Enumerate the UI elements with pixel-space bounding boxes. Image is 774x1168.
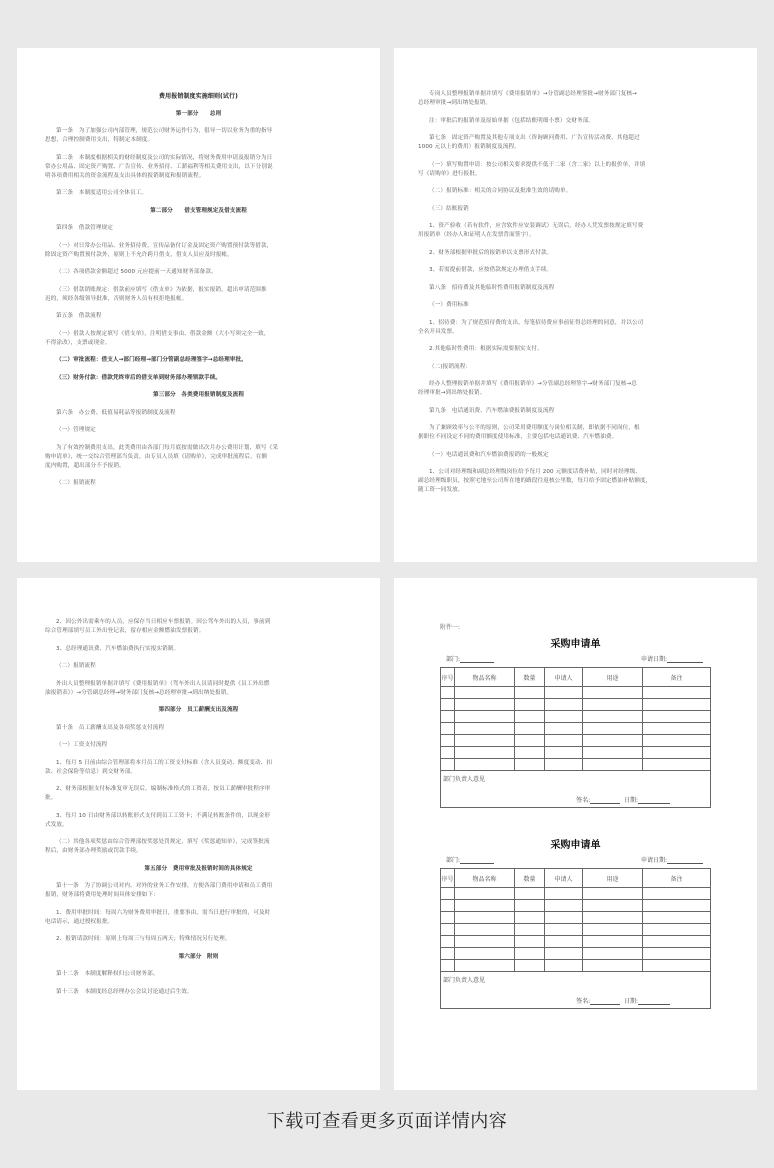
paragraph-spacer [418, 460, 733, 469]
text-line: 据职位不同设定不同的费用额度使用标准，主要包括电话通讯费、汽车燃油费。 [418, 434, 618, 440]
form-header-row [440, 855, 711, 864]
signature-line: 签名: 日期: [576, 795, 670, 804]
text-line: 式发放。 [45, 821, 68, 828]
text-line: 注：审批后的报销单及原始单据（包括结账明细小票）交财务部。 [429, 117, 595, 124]
text-line: 1、资产验收（若有软件，应含软件应安装调试）无误后，经办人凭发票按规定填写费 [429, 223, 644, 229]
col-header: 备注 [643, 668, 711, 687]
text-line: 1、每月 5 日前由综合管理部将本月员工的工资支付标准（含人员变动、额度变动、扣 [56, 759, 273, 766]
col-header: 序号 [441, 668, 455, 687]
paragraph-spacer [418, 179, 733, 188]
text-line: （一）管理规定 [56, 427, 96, 433]
paragraph-spacer [45, 927, 352, 936]
text-line: 3、每月 10 日由财务部以转账形式支付到员工工资卡；不满足转账条件的，以现金形 [56, 812, 271, 819]
paragraph-spacer [45, 471, 352, 480]
document-page-4 [394, 578, 757, 1090]
text-line: 用报销单（经办人和证明人在发票背面签字）。 [418, 232, 535, 238]
paragraph-spacer [45, 119, 352, 128]
text-line: 2、财务部根据支付标准复审无误后，编制标准格式的工资表，按员工薪酬审批程序审 [56, 786, 271, 792]
text-line: 第三部分 各类费用报销制度及流程 [152, 392, 245, 398]
col-header: 备注 [643, 869, 711, 888]
paragraph-spacer [45, 181, 352, 190]
text-line: （一）费用标准 [429, 302, 469, 308]
paragraph-spacer [418, 442, 733, 451]
paragraph-spacer [45, 803, 352, 812]
table-row [441, 912, 711, 924]
paragraph-spacer [45, 654, 352, 663]
text-line: 款、社会保险等信息）到交财务部。 [45, 768, 137, 775]
text-line: 经理审批→到出纳处报销。 [418, 390, 486, 396]
paragraph-spacer [45, 216, 352, 225]
table-row [441, 900, 711, 912]
text-line: 2、报销请款时间：原则上每周三与每周五两天；特殊情况另行处理。 [56, 936, 231, 942]
text-line: 第四条 借款管理规定 [56, 225, 113, 231]
text-line: 费用报销制度实施细则(试行) [159, 93, 238, 100]
text-line: 总经理审批→到出纳处报销。 [418, 100, 492, 106]
paragraph-spacer [418, 258, 733, 267]
text-line: （二)报销流程： [429, 363, 472, 370]
paragraph-spacer [418, 275, 733, 284]
paragraph-spacer [418, 108, 733, 117]
text-line: 第四部分 员工薪酬支出及流程 [158, 707, 239, 713]
paragraph-spacer [45, 418, 352, 427]
document-page-3 [17, 578, 380, 1090]
paragraph-spacer [45, 400, 352, 409]
table-header-row [441, 869, 711, 888]
col-header: 数量 [515, 668, 545, 687]
text-line: （三）财务付款：借款凭终审后的借支单到财务部办理领款手续。 [56, 374, 222, 381]
paragraph-spacer [418, 196, 733, 205]
text-line: 第五条 借款流程 [56, 313, 102, 319]
paragraph-spacer [418, 398, 733, 407]
paragraph-spacer [45, 698, 352, 707]
text-line: 1000 元以上的费用）报销制度及流程。 [418, 144, 520, 150]
text-line: 3、若需提前借款，应按借款规定办理借支手续。 [429, 267, 553, 273]
paragraph-spacer [45, 636, 352, 645]
table-row [441, 735, 711, 747]
text-line: 度内购置，超出部分不予报销。 [45, 462, 125, 469]
form-header-row [440, 654, 711, 663]
table-row [441, 711, 711, 723]
text-line: 第七条 固定资产购置及其他专项支出（咨询顾问费用、广告宣传活动费、其他超过 [429, 135, 640, 141]
paragraph-spacer [45, 198, 352, 207]
text-line: 2、因公外出需乘车的人员，应保存当日相应车票报销。因公驾车外出的人员，事前到 [56, 619, 271, 625]
text-line: （二）其他各项奖惩由综合管理部按奖惩处罚规定，填写《奖惩通知单》，完成签批流 [56, 839, 270, 845]
text-line: 第五部分 费用审批及报销时间的具体规定 [144, 865, 253, 872]
date-field: 申请日期: [641, 654, 703, 663]
table-row [441, 759, 711, 771]
text-line: 第十一条 为了协调公司对内、对外的业务工作安排，方便各部门费用申请和员工费用 [56, 883, 273, 889]
text-line: 不得涂改），支票或现金。 [45, 339, 111, 346]
text-line: （二）报销流程 [56, 480, 96, 486]
text-line: 第六部分 附则 [178, 953, 219, 960]
purchase-request-form-2 [440, 836, 711, 1009]
paragraph-spacer [418, 214, 733, 223]
table-row [441, 924, 711, 936]
paragraph-spacer [45, 900, 352, 909]
text-line: （二）报销标准：相关的合同协议及批准生效的请购单。 [429, 188, 572, 194]
paragraph-spacer [45, 365, 352, 374]
paragraph-spacer [418, 240, 733, 249]
col-header: 物品名称 [455, 668, 515, 687]
paragraph-spacer [45, 777, 352, 786]
text-line: （二）审批流程：借支人→部门经理→部门分管副总经理签字→总经理审批。 [56, 357, 247, 363]
form-table [440, 868, 711, 972]
paragraph-spacer [45, 830, 352, 839]
text-line: 全名开具发票。 [418, 328, 458, 335]
col-header: 申请人 [545, 869, 583, 888]
opinion-box [440, 771, 711, 808]
col-header: 序号 [441, 869, 455, 888]
document-page-2 [394, 48, 757, 562]
paragraph-spacer [418, 126, 733, 135]
paragraph-spacer [45, 383, 352, 392]
table-header-row [441, 668, 711, 687]
text-line: 专岗人员整理报销单据并填写《费用报销单》→分管副总经理签批→财务部门复核→ [429, 91, 637, 97]
text-line: 为了有效控制费用支出，此类费用由各部门每月底按需做出次月办公费用计划，填写《采 [56, 444, 279, 451]
text-line: 油报销表》）→分管副总经理→财务部门复核→总经理审批→到出纳处报销。 [45, 689, 233, 696]
paragraph-spacer [418, 416, 733, 425]
paragraph-spacer [45, 874, 352, 883]
paragraph-spacer [45, 260, 352, 269]
text-line: 第十条 员工薪酬支出及各项奖惩支付流程 [56, 724, 165, 731]
paragraph-spacer [45, 101, 352, 110]
text-line: 报销，财务部将费用处理时间具体安排如下： [45, 892, 159, 898]
form-title: 采购申请单 [550, 639, 601, 650]
text-line: （一）对日常办公用品、业务招待费，宣传品备付订金及固定资产购置预付款等借款， [56, 242, 273, 249]
paragraph-spacer [418, 293, 733, 302]
text-line: 第八条 招待费及其他临时性费用报销制度及流程 [429, 284, 555, 291]
text-line: 随工资一同发放。 [418, 487, 464, 493]
paragraph-spacer [45, 733, 352, 742]
form-table [440, 667, 711, 771]
text-line: 程后，由财务部办理奖励或罚款手续。 [45, 848, 142, 854]
text-line: （三）结账报销 [429, 205, 469, 212]
paragraph-spacer [45, 750, 352, 759]
table-row [441, 948, 711, 960]
text-line: 1、招待费：为了规范招待费的支出，每笔招待费应事前征得总经理的同意，并以公司 [429, 319, 644, 326]
attachment-label: 附件一: [440, 624, 461, 631]
opinion-label: 部门负责人意见 [443, 776, 486, 783]
paragraph-spacer [45, 671, 352, 680]
paragraph-spacer [45, 962, 352, 971]
col-header: 用途 [583, 869, 643, 888]
text-line: （二）报销流程 [56, 663, 96, 669]
text-line: 除固定资产购置预付款外，原则上不允许跨月借支，借支人员应及时报帐。 [45, 251, 233, 258]
text-line: 第一部分 总则 [175, 110, 222, 117]
text-line: 综合管理部填写员工外出登记表，留存相应金额燃油发票报销。 [45, 628, 205, 634]
paragraph-spacer [45, 715, 352, 724]
date-field: 申请日期: [641, 855, 703, 864]
text-line: 明各项费用相关的资金流程及支出具体的报销制度和报销流程。 [45, 172, 205, 179]
table-row [441, 723, 711, 735]
table-row [441, 888, 711, 900]
paragraph-spacer [418, 354, 733, 363]
text-line: 批。 [45, 795, 57, 801]
text-line: 外出人员整理报销单据并填写《费用报销单》（驾车外出人员请同时提供《员工外出燃 [56, 680, 270, 687]
text-line: 3、总经理通讯费、汽车燃油费执行实报实销制。 [56, 645, 180, 652]
text-line: 购申请单》，统一交综合管理部当负责，由专员人员填《请购单》，完成审批流程后，在额 [45, 453, 268, 460]
purchase-request-form-1 [440, 635, 711, 808]
text-line: 迟的，须经各级领导批准，否则财务人员有权拒绝报帐。 [45, 295, 188, 302]
paragraph-spacer [45, 277, 352, 286]
text-line: 2.其他临时性费用：根据实际需要据实支付。 [429, 346, 543, 352]
paragraph-spacer [418, 337, 733, 346]
dept-field: 部门: [446, 855, 494, 864]
text-line: 思想，合理控制费用支出，特制定本制度。 [45, 137, 154, 143]
text-line: 第三条 本制度适用公司全体员工。 [56, 190, 148, 196]
paragraph-spacer [45, 145, 352, 154]
text-line: （一）工资支付流程 [56, 742, 108, 748]
paragraph-spacer [45, 304, 352, 313]
paragraph-spacer [45, 944, 352, 953]
paragraph-spacer [418, 152, 733, 161]
paragraph-spacer [45, 233, 352, 242]
dept-field: 部门: [446, 654, 494, 663]
text-line: 为了兼顾效率与公平的原则，公司采用费用额度与岗位相关制，即依据不同岗位，根 [429, 425, 640, 431]
text-line: 写《请购单》进行报批。 [418, 170, 481, 177]
paragraph-spacer [45, 348, 352, 357]
table-row [441, 687, 711, 699]
download-caption: 下载可查看更多页面详情内容 [266, 1111, 508, 1132]
text-line: 第九条 电话通讯费、汽车燃油费报销制度及流程 [429, 407, 555, 414]
col-header: 数量 [515, 869, 545, 888]
text-line: 第二部分 借支管理规定及借支流程 [150, 207, 247, 214]
text-line: 第十二条 本制度解释权归公司财务部。 [56, 971, 159, 977]
text-line: （一）电话通讯费和汽车燃油费报销的一般规定 [429, 451, 549, 458]
text-line: （三）借款销账规定：借款前应填写《借支单》为依据，报实报销，超出申请范围推 [56, 286, 267, 293]
text-line: 第十三条 本制度经总经理办公会议讨论通过后生效。 [56, 988, 193, 995]
text-line: 经办人整理报销单据并填写《费用报销单》→分管副总经理签字→财务部门复核→总 [429, 381, 637, 387]
col-header: 申请人 [545, 668, 583, 687]
paragraph-spacer [45, 321, 352, 330]
text-line: （一）填写购置申请：按公司相关要求提供不低于二家（含二家）以上的报价单，并填 [429, 161, 646, 168]
text-line: 副总经理级职员，按照宅地至公司所在地的路段往返核公里数，每月给予固定燃油补贴额度， [418, 478, 652, 484]
text-line: （二）各项借款金额超过 5000 元应提前一天通知财务部备款。 [56, 269, 217, 275]
signature-line: 签名: 日期: [576, 996, 670, 1005]
table-row [441, 960, 711, 972]
paragraph-spacer [45, 856, 352, 865]
text-line: 1、费用审批时间：每周六为财务费用审批日，重要事由，需当日进行审批的，可及时 [56, 909, 271, 916]
table-row [441, 936, 711, 948]
text-line: 第一条 为了加强公司内部管理，规范公司财务运作行为，倡导一切以业务为重的指导 [56, 128, 273, 134]
text-line: 第六条 办公费、低值易耗品等报销制度及流程 [56, 409, 176, 416]
text-line: 常办公用品、固定资产购置、广告宣传、业务招待、工薪福利等相关费用支出，以下分别说 [45, 163, 273, 170]
col-header: 用途 [583, 668, 643, 687]
text-line: 2、财务部根据审批后的报销单以支票形式付款。 [429, 249, 553, 256]
document-page-1 [17, 48, 380, 562]
form-title: 采购申请单 [550, 840, 601, 851]
col-header: 物品名称 [455, 869, 515, 888]
opinion-box [440, 972, 711, 1009]
paragraph-spacer [418, 310, 733, 319]
paragraph-spacer [45, 979, 352, 988]
text-line: 1、公司对经理级和副总经理级岗位给予每月 200 元额度话费补贴，同时对经理级、 [429, 469, 641, 475]
paragraph-spacer [45, 435, 352, 444]
text-line: 电话请示，通过授权报批。 [45, 918, 114, 925]
opinion-label: 部门负责人意见 [443, 977, 486, 984]
table-row [441, 747, 711, 759]
paragraph-spacer [418, 372, 733, 381]
text-line: （一）借款人按规定填写《借支单》，注明借支事由、借款金额（大小写须完全一致， [56, 330, 270, 337]
text-line: 第二条 本制度根据相关的财经制度及公司的实际情况，将财务费用申请及报销分为日 [56, 154, 273, 161]
table-row [441, 699, 711, 711]
